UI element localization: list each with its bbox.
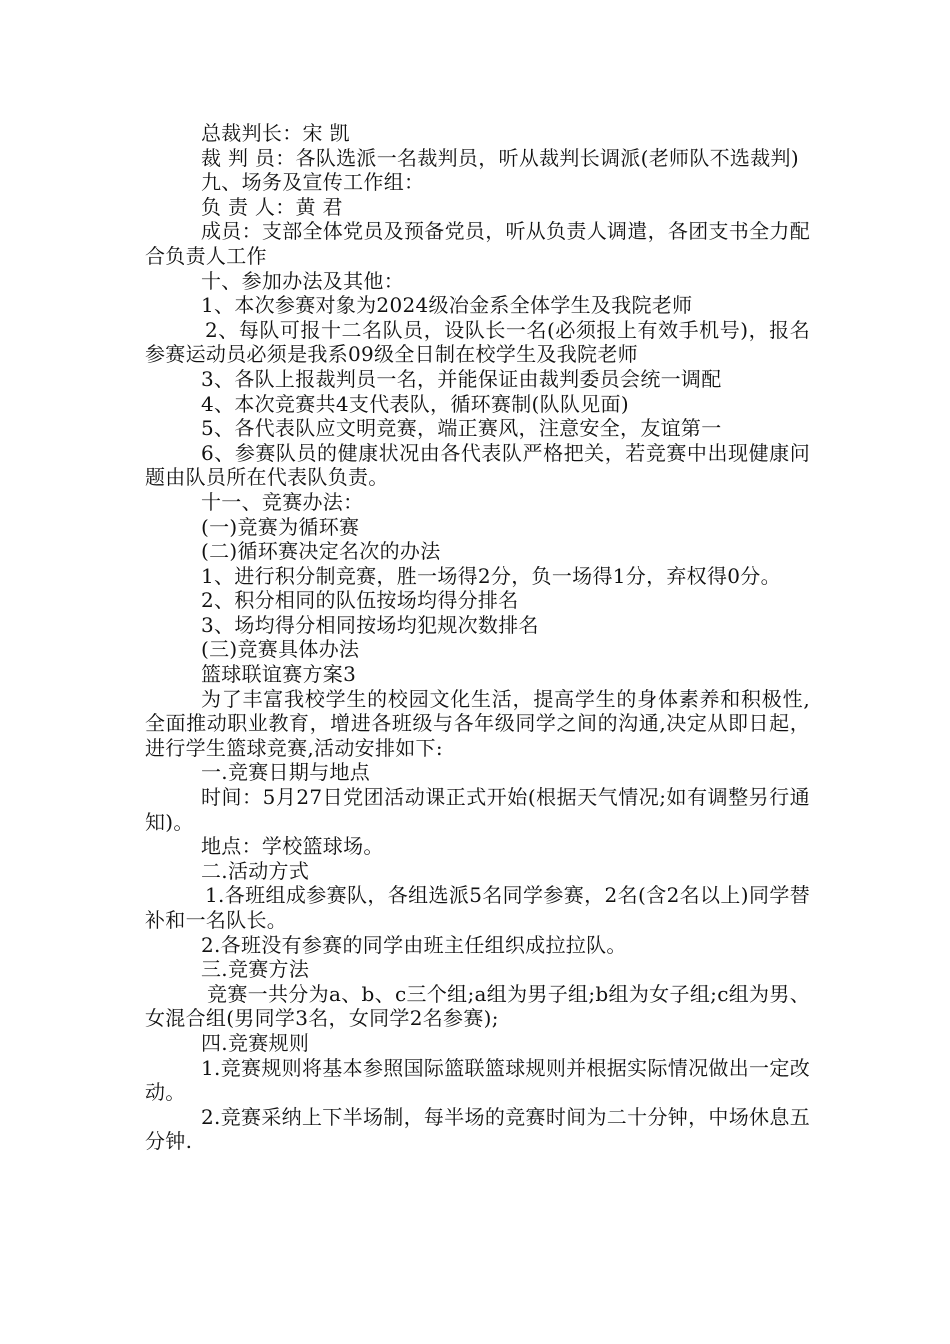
heading-competition-rules: 四.竞赛规则 [201,1030,310,1055]
paragraph-referees: 裁 判 员：各队选派一名裁判员，听从裁判长调派(老师队不选裁判) [201,145,799,170]
paragraph-groups: 竞赛一共分为a、b、c三个组;a组为男子组;b组为女子组;c组为男、女混合组(男同学3名，女同学2名参赛); [145,981,810,1031]
paragraph-introduction: 为了丰富我校学生的校园文化生活，提高学生的身体素养和积极性,全面推动职业教育，增进各班级与各年级同学之间的沟通,决定从即日起，进行学生篮球竞赛,活动安排如下: [145,686,810,760]
list-item-round-robin: (一)竞赛为循环赛 [201,514,360,539]
list-item-halves: 2.竞赛采纳上下半场制，每半场的竞赛时间为二十分钟，中场休息五分钟. [145,1104,810,1154]
heading-date-location: 一.竞赛日期与地点 [201,760,371,785]
list-item-points: 1、进行积分制竞赛，胜一场得2分，负一场得1分，弃权得0分。 [201,563,781,588]
heading-venue-publicity-group: 九、场务及宣传工作组： [201,170,425,195]
paragraph-time: 时间：5月27日党团活动课正式开始(根据天气情况;如有调整另行通知)。 [145,785,810,834]
section-title-plan-3: 篮球联谊赛方案3 [201,662,357,687]
heading-participation-rules: 十、参加办法及其他： [201,268,404,293]
heading-activity-format: 二.活动方式 [201,858,310,883]
list-item-tie-points: 2、积分相同的队伍按场均得分排名 [201,588,519,613]
list-item-fiba-rules: 1.竞赛规则将基本参照国际篮联篮球规则并根据实际情况做出一定改动。 [145,1055,810,1105]
list-item-cheer-squad: 2.各班没有参赛的同学由班主任组织成拉拉队。 [201,932,627,957]
heading-competition-method: 十一、竞赛办法： [201,489,364,514]
list-item-team-formation: 1.各班组成参赛队，各组选派5名同学参赛，2名(含2名以上)同学替补和一名队长。 [145,883,810,932]
document-body [145,121,810,1154]
paragraph-person-in-charge: 负 责 人：黄 君 [201,194,343,219]
list-item-health: 6、参赛队员的健康状况由各代表队严格把关，若竞赛中出现健康问题由队员所在代表队负责。 [145,440,810,490]
list-item-tie-average: 3、场均得分相同按场均犯规次数排名 [201,612,539,637]
paragraph-chief-referee: 总裁判长：宋 凯 [201,121,350,145]
list-item-ranking-method: (二)循环赛决定名次的办法 [201,539,441,564]
list-item-team-referee: 3、各队上报裁判员一名，并能保证由裁判委员会统一调配 [201,366,722,391]
list-item-team-roster: 2、每队可报十二名队员，设队长一名(必须报上有效手机号)，报名参赛运动员必须是我系09级全日制在校学生及我院老师 [145,317,810,367]
paragraph-location: 地点：学校篮球场。 [201,834,384,859]
heading-competition-format: 三.竞赛方法 [201,957,310,982]
paragraph-members: 成员：支部全体党员及预备党员，听从负责人调遣，各团支书全力配合负责人工作 [145,219,810,268]
list-item-participants: 1、本次参赛对象为2024级冶金系全体学生及我院老师 [201,293,693,318]
list-item-specific-method: (三)竞赛具体办法 [201,637,360,662]
list-item-team-count: 4、本次竞赛共4支代表队，循环赛制(队队见面) [201,391,629,416]
list-item-sportsmanship: 5、各代表队应文明竞赛，端正赛风，注意安全，友谊第一 [201,416,722,441]
